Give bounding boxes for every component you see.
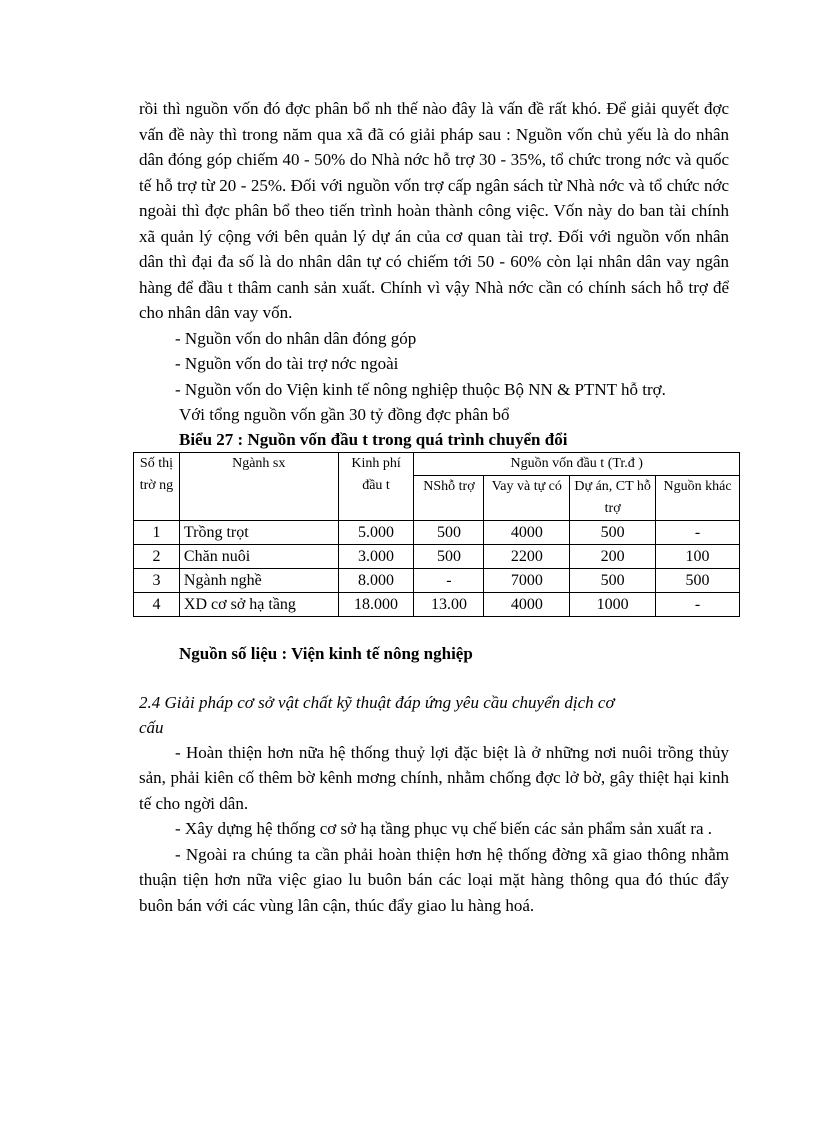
cell-stt: 3 <box>134 568 180 592</box>
cell-stt: 1 <box>134 520 180 544</box>
section-paragraph-roads: - Ngoài ra chúng ta cần phải hoàn thiện hơn hệ thống đờng xã giao thông nhằm thuận tiện hơn nữa việc giao lu buôn bán các loại mặt hàng thông qua đó thúc đẩy buôn bán với các vùng lân cận, thúc đẩy giao lu hàng hoá. <box>139 844 729 915</box>
header-sector: Ngành sx <box>179 452 338 520</box>
header-loans: Vay và tự có <box>484 475 570 520</box>
cell-loans: 2200 <box>484 544 570 568</box>
section-paragraph-irrigation: - Hoàn thiện hơn nữa hệ thống thuỷ lợi đặc biệt là ở những nơi nuôi trồng thủy sản, phải kiên cố thêm bờ kênh mơng chính, nhằm chống đợc lở bờ, gây thiệt hại kinh tế cho ngời dân. <box>139 742 729 813</box>
cell-loans: 4000 <box>484 592 570 616</box>
cell-budget: 3.000 <box>338 544 414 568</box>
document-page <box>139 96 732 918</box>
table-row <box>134 568 740 592</box>
section-paragraph-infrastructure: - Xây dựng hệ thống cơ sở hạ tầng phục vụ chế biến các sản phẩm sản xuất ra . <box>175 819 713 838</box>
table-row <box>134 592 740 616</box>
bullet-total-funding: Với tổng nguồn vốn gần 30 tỷ đồng đợc phân bổ <box>179 405 510 424</box>
section-heading-line2: cấu <box>139 717 164 737</box>
cell-projects: 500 <box>570 520 656 544</box>
header-other: Nguồn khác <box>656 475 740 520</box>
cell-sector: Ngành nghề <box>179 568 338 592</box>
header-stt: Số thị trờ ng <box>134 452 180 520</box>
header-projects: Dự án, CT hỗ trợ <box>570 475 656 520</box>
cell-budget: 18.000 <box>338 592 414 616</box>
cell-budget: 5.000 <box>338 520 414 544</box>
cell-other: 500 <box>656 568 740 592</box>
bullet-people-contribution: - Nguồn vốn do nhân dân đóng góp <box>175 328 417 348</box>
header-funding-source: Nguồn vốn đầu t (Tr.đ ) <box>414 452 740 475</box>
table-caption: Biểu 27 : Nguồn vốn đầu t trong quá trình chuyển đổi <box>179 429 568 449</box>
intro-paragraph: rồi thì nguồn vốn đó đợc phân bổ nh thế nào đây là vấn đề rất khó. Để giải quyết đợc vấn đề này thì trong năm qua xã đã có giải pháp sau : Nguồn vốn chủ yếu là do nhân dân đóng góp chiếm 40 - 50% do Nhà nớc hỗ trợ 30 - 35%, tổ chức trong nớc và quốc tế hỗ trợ từ 20 - 25%. Đối với nguồn vốn trợ cấp ngân sách từ Nhà nớc và tổ chức nớc ngoài thì đợc phân bổ theo tiến trình hoàn thành công việc. Vốn này do ban tài chính xã quản lý cộng với bên quản lý dự án của cơ quan tài trợ. Đối với nguồn vốn nhân dân thì đại đa số là do nhân dân tự có chiếm tới 50 - 60% còn lại nhân dân vay ngân hàng để đầu t thâm canh sản xuất. Chính vì vậy Nhà nớc cần có chính sách hỗ trợ để cho nhân dân vay vốn. <box>139 99 729 322</box>
cell-state-support: - <box>414 568 484 592</box>
cell-sector: XD cơ sở hạ tầng <box>179 592 338 616</box>
cell-budget: 8.000 <box>338 568 414 592</box>
cell-other: - <box>656 592 740 616</box>
cell-stt: 4 <box>134 592 180 616</box>
cell-projects: 1000 <box>570 592 656 616</box>
bullet-foreign-funding: - Nguồn vốn do tài trợ nớc ngoài <box>175 354 399 373</box>
cell-other: 100 <box>656 544 740 568</box>
table-row <box>134 520 740 544</box>
table-header-row <box>134 452 740 475</box>
cell-sector: Chăn nuôi <box>179 544 338 568</box>
section-heading <box>139 690 729 740</box>
header-budget: Kinh phí đầu t <box>338 452 414 520</box>
cell-projects: 200 <box>570 544 656 568</box>
cell-state-support: 500 <box>414 520 484 544</box>
header-state-support: NShỗ trợ <box>414 475 484 520</box>
cell-other: - <box>656 520 740 544</box>
funding-table <box>133 452 740 617</box>
section-heading-line1: 2.4 Giải pháp cơ sở vật chất kỹ thuật đáp ứng yêu cầu chuyển dịch cơ <box>139 692 615 712</box>
cell-loans: 4000 <box>484 520 570 544</box>
bullet-institute-funding: - Nguồn vốn do Viện kinh tế nông nghiệp thuộc Bộ NN & PTNT hỗ trợ. <box>175 379 666 399</box>
cell-state-support: 500 <box>414 544 484 568</box>
cell-sector: Trồng trọt <box>179 520 338 544</box>
cell-loans: 7000 <box>484 568 570 592</box>
cell-projects: 500 <box>570 568 656 592</box>
cell-stt: 2 <box>134 544 180 568</box>
table-row <box>134 544 740 568</box>
cell-state-support: 13.00 <box>414 592 484 616</box>
data-source-note: Nguồn số liệu : Viện kinh tế nông nghiệp <box>179 643 473 663</box>
